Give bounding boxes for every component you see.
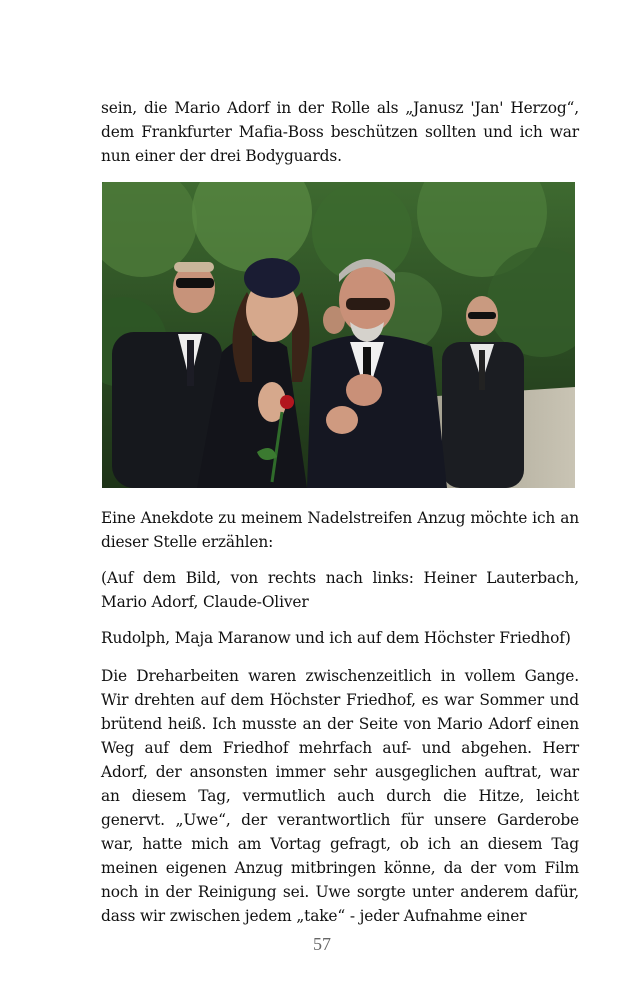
film-still-photo xyxy=(102,182,575,488)
paragraph-anecdote-intro: Eine Anekdote zu meinem Nadelstreifen Anzug möchte ich an dieser Stelle erzählen: xyxy=(101,509,579,551)
photo-caption-line-1: (Auf dem Bild, von rechts nach links: Heiner Lauterbach, Mario Adorf, Claude-Oliver xyxy=(101,569,579,611)
photo-caption-line-2: Rudolph, Maja Maranow und ich auf dem Höchster Friedhof) xyxy=(101,629,571,647)
paragraph-intro: sein, die Mario Adorf in der Rolle als „Janusz 'Jan' Herzog“, dem Frankfurter Mafia-Boss beschützen sollten und ich war nun einer der drei Bodyguards. xyxy=(101,99,579,165)
photo-illustration xyxy=(102,182,575,488)
paragraph-story: Die Dreharbeiten waren zwischenzeitlich in vollem Gange. Wir drehten auf dem Höchster Friedhof, es war Sommer und brütend heiß. Ich musste an der Seite von Mario Adorf einen Weg auf dem Friedhof mehrfach auf- und abgehen. Herr Adorf, der ansonsten immer sehr ausgeglichen auftrat, war an diesem Tag, vermutlich auch durch die Hitze, leicht genervt. „Uwe“, der verantwortlich für unsere Garderobe war, hatte mich am Vortag gefragt, ob ich an diesem Tag meinen eigenen Anzug mitbringen könne, da der vom Film noch in der Reinigung sei. Uwe sorgte unter anderem dafür, dass wir zwischen jedem „take“ - jeder Aufnahme einer xyxy=(101,667,579,925)
page-number: 57 xyxy=(313,934,331,954)
